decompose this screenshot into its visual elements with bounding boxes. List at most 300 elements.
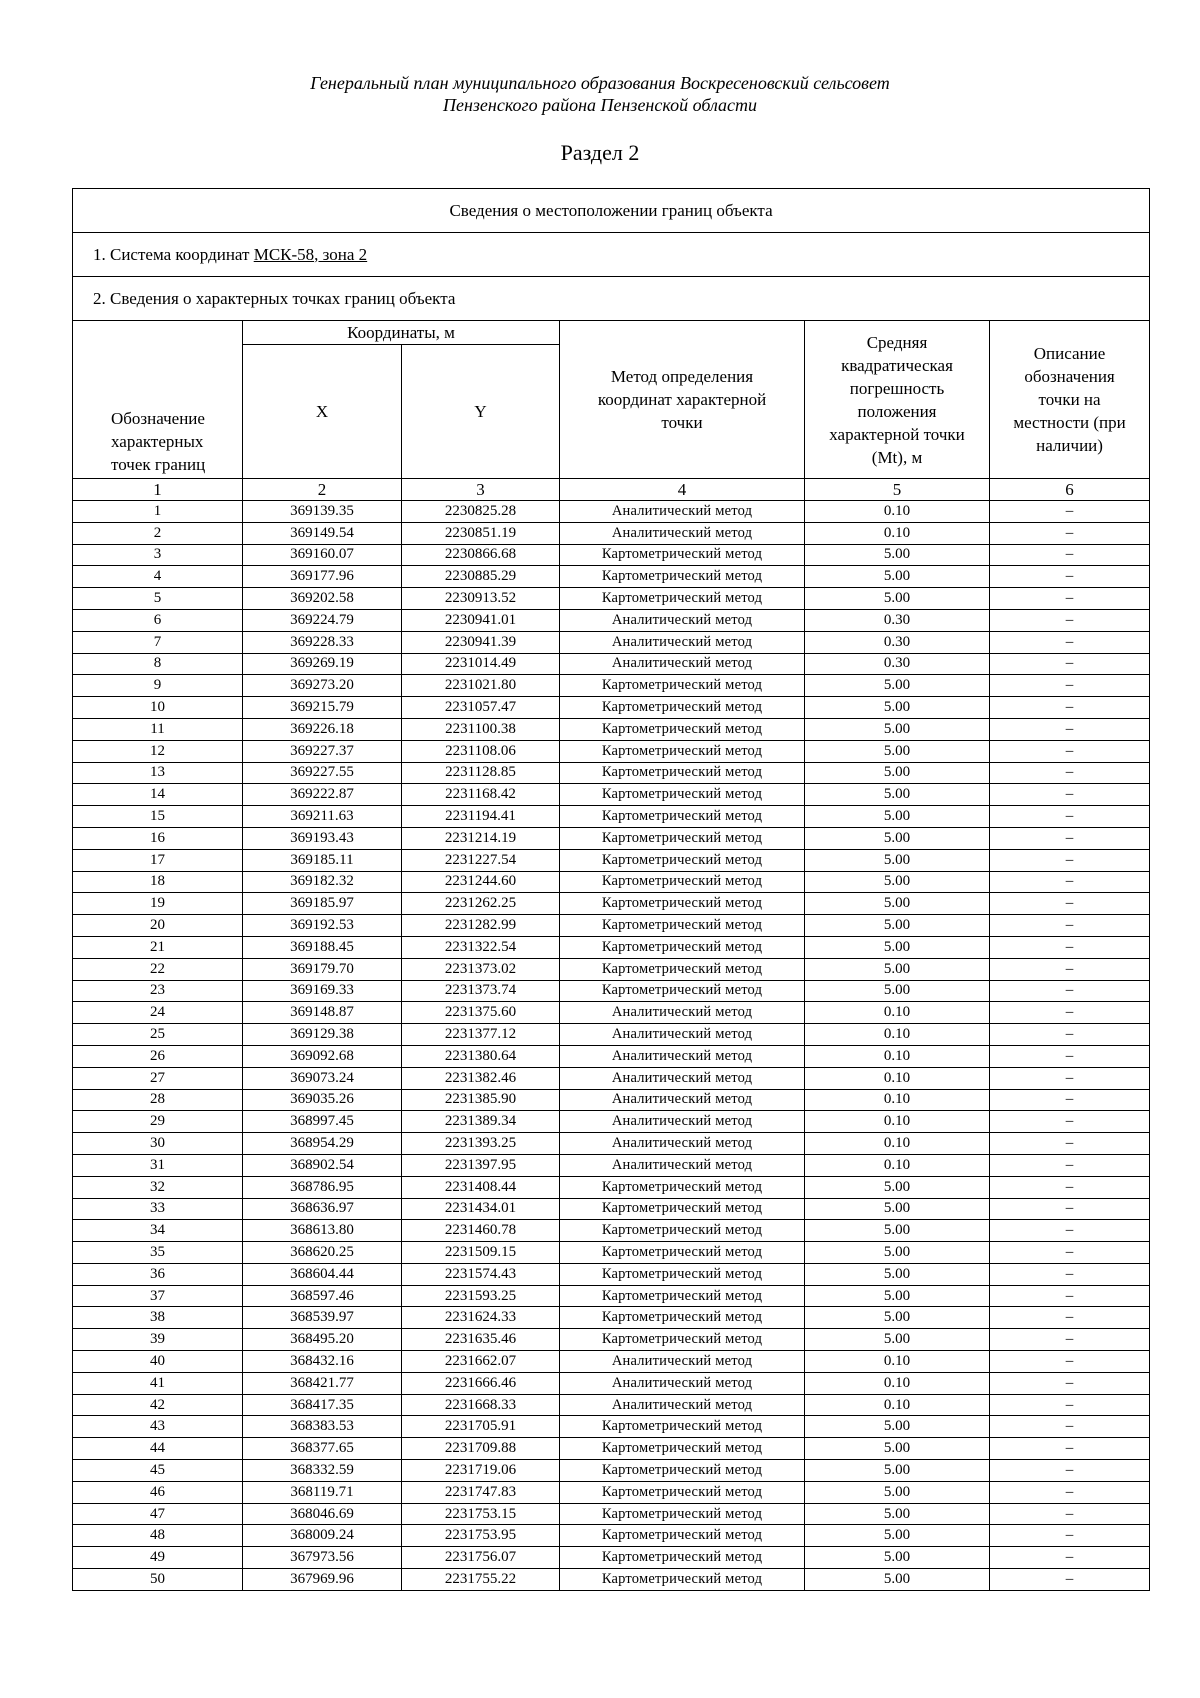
description-cell: –	[990, 566, 1150, 588]
point-number-cell: 29	[73, 1111, 243, 1133]
point-number-cell: 7	[73, 631, 243, 653]
description-cell: –	[990, 806, 1150, 828]
error-mt-cell: 5.00	[805, 893, 990, 915]
boundary-points-table	[72, 188, 1150, 1591]
coord-x-cell: 369222.87	[243, 784, 402, 806]
coord-y-cell: 2231373.02	[402, 958, 560, 980]
error-mt-cell: 0.10	[805, 1067, 990, 1089]
method-cell: Картометрический метод	[560, 1481, 805, 1503]
coord-x-cell: 369092.68	[243, 1045, 402, 1067]
coord-x-cell: 368902.54	[243, 1154, 402, 1176]
table-row	[73, 849, 1150, 871]
error-mt-cell: 5.00	[805, 675, 990, 697]
description-cell: –	[990, 1089, 1150, 1111]
coord-y-cell: 2231244.60	[402, 871, 560, 893]
point-number-cell: 12	[73, 740, 243, 762]
error-mt-cell: 5.00	[805, 1438, 990, 1460]
coord-x-cell: 369179.70	[243, 958, 402, 980]
method-cell: Картометрический метод	[560, 1438, 805, 1460]
coord-y-cell: 2231194.41	[402, 806, 560, 828]
table-row	[73, 522, 1150, 544]
table-row	[73, 1438, 1150, 1460]
coord-y-cell: 2231434.01	[402, 1198, 560, 1220]
header-y: Y	[402, 345, 560, 479]
description-cell: –	[990, 1307, 1150, 1329]
point-number-cell: 5	[73, 588, 243, 610]
point-number-cell: 21	[73, 936, 243, 958]
coord-x-cell: 368119.71	[243, 1481, 402, 1503]
column-number: 4	[560, 479, 805, 501]
method-cell: Аналитический метод	[560, 631, 805, 653]
description-cell: –	[990, 1372, 1150, 1394]
method-cell: Аналитический метод	[560, 522, 805, 544]
point-number-cell: 6	[73, 609, 243, 631]
table-row	[73, 806, 1150, 828]
error-mt-cell: 5.00	[805, 1503, 990, 1525]
method-cell: Картометрический метод	[560, 1198, 805, 1220]
table-row	[73, 1024, 1150, 1046]
method-cell: Картометрический метод	[560, 1569, 805, 1591]
point-number-cell: 47	[73, 1503, 243, 1525]
table-caption: Сведения о местоположении границ объекта	[73, 189, 1150, 233]
error-mt-cell: 5.00	[805, 1525, 990, 1547]
point-number-cell: 1	[73, 501, 243, 523]
table-row	[73, 1067, 1150, 1089]
point-number-cell: 18	[73, 871, 243, 893]
method-cell: Аналитический метод	[560, 1351, 805, 1373]
table-row	[73, 827, 1150, 849]
point-number-cell: 19	[73, 893, 243, 915]
coord-y-cell: 2231128.85	[402, 762, 560, 784]
description-cell: –	[990, 1176, 1150, 1198]
table-row	[73, 1569, 1150, 1591]
coord-y-cell: 2231719.06	[402, 1460, 560, 1482]
coordinate-system-label: 1. Система координат	[93, 244, 254, 264]
method-cell: Картометрический метод	[560, 1460, 805, 1482]
coord-x-cell: 368421.77	[243, 1372, 402, 1394]
method-cell: Аналитический метод	[560, 501, 805, 523]
table-row	[73, 1285, 1150, 1307]
table-row	[73, 871, 1150, 893]
method-cell: Аналитический метод	[560, 609, 805, 631]
method-cell: Картометрический метод	[560, 1547, 805, 1569]
table-row	[73, 675, 1150, 697]
method-cell: Картометрический метод	[560, 1176, 805, 1198]
column-number: 5	[805, 479, 990, 501]
point-number-cell: 9	[73, 675, 243, 697]
coord-y-cell: 2230913.52	[402, 588, 560, 610]
table-row	[73, 1416, 1150, 1438]
point-number-cell: 44	[73, 1438, 243, 1460]
point-number-cell: 48	[73, 1525, 243, 1547]
column-number: 6	[990, 479, 1150, 501]
document-header-line-2: Пензенского района Пензенской области	[442, 95, 758, 115]
coord-x-cell: 368332.59	[243, 1460, 402, 1482]
coord-x-cell: 368377.65	[243, 1438, 402, 1460]
coord-x-cell: 368432.16	[243, 1351, 402, 1373]
error-mt-cell: 0.10	[805, 1372, 990, 1394]
method-cell: Аналитический метод	[560, 1067, 805, 1089]
table-row	[73, 1525, 1150, 1547]
table-row	[73, 1133, 1150, 1155]
description-cell: –	[990, 1285, 1150, 1307]
coord-y-cell: 2231666.46	[402, 1372, 560, 1394]
method-cell: Картометрический метод	[560, 740, 805, 762]
method-cell: Картометрический метод	[560, 827, 805, 849]
table-row	[73, 1176, 1150, 1198]
header-coordinates: Координаты, м	[243, 321, 560, 345]
table-row	[73, 1242, 1150, 1264]
method-cell: Картометрический метод	[560, 1503, 805, 1525]
method-cell: Картометрический метод	[560, 1525, 805, 1547]
point-number-cell: 32	[73, 1176, 243, 1198]
method-cell: Картометрический метод	[560, 915, 805, 937]
method-cell: Картометрический метод	[560, 1220, 805, 1242]
table-row	[73, 1481, 1150, 1503]
coord-x-cell: 369149.54	[243, 522, 402, 544]
description-cell: –	[990, 1133, 1150, 1155]
table-row	[73, 1460, 1150, 1482]
coord-x-cell: 368597.46	[243, 1285, 402, 1307]
description-cell: –	[990, 1045, 1150, 1067]
table-row	[73, 653, 1150, 675]
coord-x-cell: 369185.11	[243, 849, 402, 871]
error-mt-cell: 5.00	[805, 1176, 990, 1198]
error-mt-cell: 5.00	[805, 1285, 990, 1307]
method-cell: Картометрический метод	[560, 1416, 805, 1438]
description-cell: –	[990, 1263, 1150, 1285]
error-mt-cell: 5.00	[805, 849, 990, 871]
error-mt-cell: 5.00	[805, 958, 990, 980]
coord-y-cell: 2231408.44	[402, 1176, 560, 1198]
header-error: Средняя квадратическая погрешность положения характерной точки (Mt), м	[805, 321, 990, 479]
description-cell: –	[990, 762, 1150, 784]
description-cell: –	[990, 784, 1150, 806]
coord-y-cell: 2231393.25	[402, 1133, 560, 1155]
method-cell: Картометрический метод	[560, 697, 805, 719]
coord-y-cell: 2230941.01	[402, 609, 560, 631]
table-row	[73, 1372, 1150, 1394]
error-mt-cell: 5.00	[805, 827, 990, 849]
description-cell: –	[990, 871, 1150, 893]
error-mt-cell: 5.00	[805, 1220, 990, 1242]
table-row	[73, 784, 1150, 806]
table-row	[73, 1002, 1150, 1024]
coord-x-cell: 369169.33	[243, 980, 402, 1002]
coord-y-cell: 2231624.33	[402, 1307, 560, 1329]
description-cell: –	[990, 1154, 1150, 1176]
error-mt-cell: 5.00	[805, 806, 990, 828]
coord-y-cell: 2231662.07	[402, 1351, 560, 1373]
coord-y-cell: 2231460.78	[402, 1220, 560, 1242]
description-cell: –	[990, 588, 1150, 610]
coord-y-cell: 2231385.90	[402, 1089, 560, 1111]
method-cell: Картометрический метод	[560, 675, 805, 697]
description-cell: –	[990, 1220, 1150, 1242]
coord-x-cell: 368620.25	[243, 1242, 402, 1264]
description-cell: –	[990, 1198, 1150, 1220]
coord-y-cell: 2231668.33	[402, 1394, 560, 1416]
coord-x-cell: 369129.38	[243, 1024, 402, 1046]
description-cell: –	[990, 1394, 1150, 1416]
coord-x-cell: 369073.24	[243, 1067, 402, 1089]
error-mt-cell: 5.00	[805, 980, 990, 1002]
method-cell: Картометрический метод	[560, 588, 805, 610]
point-number-cell: 8	[73, 653, 243, 675]
description-cell: –	[990, 1024, 1150, 1046]
table-row	[73, 1547, 1150, 1569]
error-mt-cell: 0.30	[805, 653, 990, 675]
description-cell: –	[990, 1242, 1150, 1264]
coord-y-cell: 2231214.19	[402, 827, 560, 849]
point-number-cell: 13	[73, 762, 243, 784]
point-number-cell: 39	[73, 1329, 243, 1351]
point-number-cell: 40	[73, 1351, 243, 1373]
point-number-cell: 23	[73, 980, 243, 1002]
error-mt-cell: 0.10	[805, 1133, 990, 1155]
error-mt-cell: 5.00	[805, 1198, 990, 1220]
point-number-cell: 38	[73, 1307, 243, 1329]
description-cell: –	[990, 1569, 1150, 1591]
error-mt-cell: 5.00	[805, 936, 990, 958]
method-cell: Картометрический метод	[560, 566, 805, 588]
description-cell: –	[990, 1460, 1150, 1482]
coordinate-system-value: МСК-58, зона 2	[253, 244, 368, 264]
coord-y-cell: 2231322.54	[402, 936, 560, 958]
method-cell: Картометрический метод	[560, 544, 805, 566]
point-number-cell: 2	[73, 522, 243, 544]
table-row	[73, 1329, 1150, 1351]
error-mt-cell: 5.00	[805, 871, 990, 893]
column-number-row	[73, 479, 1150, 501]
coord-y-cell: 2231380.64	[402, 1045, 560, 1067]
point-number-cell: 10	[73, 697, 243, 719]
coord-x-cell: 368604.44	[243, 1263, 402, 1285]
document-header-line-1: Генеральный план муниципального образования Воскресеновский сельсовет	[310, 73, 890, 93]
coord-y-cell: 2231635.46	[402, 1329, 560, 1351]
description-cell: –	[990, 980, 1150, 1002]
coord-x-cell: 368613.80	[243, 1220, 402, 1242]
description-cell: –	[990, 1438, 1150, 1460]
table-row	[73, 936, 1150, 958]
coord-x-cell: 368786.95	[243, 1176, 402, 1198]
coord-y-cell: 2230825.28	[402, 501, 560, 523]
point-number-cell: 30	[73, 1133, 243, 1155]
coord-x-cell: 369227.37	[243, 740, 402, 762]
coord-x-cell: 369224.79	[243, 609, 402, 631]
coord-y-cell: 2231756.07	[402, 1547, 560, 1569]
table-row	[73, 1394, 1150, 1416]
coord-y-cell: 2231377.12	[402, 1024, 560, 1046]
point-number-cell: 28	[73, 1089, 243, 1111]
coord-y-cell: 2230866.68	[402, 544, 560, 566]
coord-y-cell: 2231574.43	[402, 1263, 560, 1285]
error-mt-cell: 5.00	[805, 1547, 990, 1569]
coord-y-cell: 2231593.25	[402, 1285, 560, 1307]
point-number-cell: 3	[73, 544, 243, 566]
error-mt-cell: 5.00	[805, 915, 990, 937]
description-cell: –	[990, 544, 1150, 566]
coord-x-cell: 369269.19	[243, 653, 402, 675]
description-cell: –	[990, 1416, 1150, 1438]
table-row	[73, 1111, 1150, 1133]
point-number-cell: 14	[73, 784, 243, 806]
header-designation: Обозначение характерных точек границ	[73, 321, 243, 479]
coord-y-cell: 2231100.38	[402, 718, 560, 740]
table-row	[73, 588, 1150, 610]
table-row	[73, 566, 1150, 588]
point-number-cell: 46	[73, 1481, 243, 1503]
point-number-cell: 35	[73, 1242, 243, 1264]
point-number-cell: 22	[73, 958, 243, 980]
point-number-cell: 45	[73, 1460, 243, 1482]
coord-x-cell: 369228.33	[243, 631, 402, 653]
coord-y-cell: 2231747.83	[402, 1481, 560, 1503]
description-cell: –	[990, 718, 1150, 740]
description-cell: –	[990, 849, 1150, 871]
method-cell: Аналитический метод	[560, 1002, 805, 1024]
description-cell: –	[990, 1351, 1150, 1373]
coord-x-cell: 369177.96	[243, 566, 402, 588]
coord-x-cell: 367973.56	[243, 1547, 402, 1569]
error-mt-cell: 0.30	[805, 609, 990, 631]
table-row	[73, 501, 1150, 523]
method-cell: Картометрический метод	[560, 980, 805, 1002]
coord-y-cell: 2231382.46	[402, 1067, 560, 1089]
table-row	[73, 915, 1150, 937]
error-mt-cell: 0.10	[805, 1002, 990, 1024]
coord-x-cell: 369035.26	[243, 1089, 402, 1111]
table-row	[73, 1220, 1150, 1242]
coord-y-cell: 2231168.42	[402, 784, 560, 806]
description-cell: –	[990, 697, 1150, 719]
table-row	[73, 958, 1150, 980]
description-cell: –	[990, 1111, 1150, 1133]
method-cell: Картометрический метод	[560, 1285, 805, 1307]
coord-y-cell: 2231057.47	[402, 697, 560, 719]
table-row	[73, 762, 1150, 784]
coord-x-cell: 369215.79	[243, 697, 402, 719]
coord-y-cell: 2231373.74	[402, 980, 560, 1002]
description-cell: –	[990, 653, 1150, 675]
points-caption: 2. Сведения о характерных точках границ объекта	[73, 277, 1150, 321]
method-cell: Картометрический метод	[560, 762, 805, 784]
table-row	[73, 544, 1150, 566]
description-cell: –	[990, 1002, 1150, 1024]
description-cell: –	[990, 1481, 1150, 1503]
error-mt-cell: 5.00	[805, 1460, 990, 1482]
coordinate-system-row	[73, 233, 1150, 277]
method-cell: Картометрический метод	[560, 1242, 805, 1264]
coord-x-cell: 368046.69	[243, 1503, 402, 1525]
table-row	[73, 740, 1150, 762]
description-cell: –	[990, 675, 1150, 697]
description-cell: –	[990, 1503, 1150, 1525]
coord-y-cell: 2231375.60	[402, 1002, 560, 1024]
method-cell: Аналитический метод	[560, 1045, 805, 1067]
coord-x-cell: 368954.29	[243, 1133, 402, 1155]
error-mt-cell: 0.10	[805, 1024, 990, 1046]
method-cell: Аналитический метод	[560, 1089, 805, 1111]
description-cell: –	[990, 1067, 1150, 1089]
method-cell: Аналитический метод	[560, 1024, 805, 1046]
method-cell: Картометрический метод	[560, 806, 805, 828]
error-mt-cell: 5.00	[805, 588, 990, 610]
error-mt-cell: 0.10	[805, 1045, 990, 1067]
method-cell: Картометрический метод	[560, 1329, 805, 1351]
method-cell: Картометрический метод	[560, 784, 805, 806]
method-cell: Картометрический метод	[560, 936, 805, 958]
column-number: 1	[73, 479, 243, 501]
error-mt-cell: 0.10	[805, 1154, 990, 1176]
method-cell: Аналитический метод	[560, 1372, 805, 1394]
description-cell: –	[990, 1329, 1150, 1351]
table-row	[73, 697, 1150, 719]
coord-x-cell: 368009.24	[243, 1525, 402, 1547]
method-cell: Картометрический метод	[560, 958, 805, 980]
description-cell: –	[990, 740, 1150, 762]
point-number-cell: 41	[73, 1372, 243, 1394]
point-number-cell: 36	[73, 1263, 243, 1285]
point-number-cell: 33	[73, 1198, 243, 1220]
description-cell: –	[990, 609, 1150, 631]
point-number-cell: 16	[73, 827, 243, 849]
column-number: 3	[402, 479, 560, 501]
coord-y-cell: 2231262.25	[402, 893, 560, 915]
method-cell: Аналитический метод	[560, 1394, 805, 1416]
point-number-cell: 50	[73, 1569, 243, 1591]
coord-x-cell: 369211.63	[243, 806, 402, 828]
coord-x-cell: 368417.35	[243, 1394, 402, 1416]
coord-x-cell: 369188.45	[243, 936, 402, 958]
error-mt-cell: 5.00	[805, 1569, 990, 1591]
error-mt-cell: 5.00	[805, 566, 990, 588]
point-number-cell: 43	[73, 1416, 243, 1438]
coord-y-cell: 2231021.80	[402, 675, 560, 697]
coord-x-cell: 369192.53	[243, 915, 402, 937]
error-mt-cell: 5.00	[805, 784, 990, 806]
coord-y-cell: 2231753.95	[402, 1525, 560, 1547]
coord-x-cell: 369185.97	[243, 893, 402, 915]
description-cell: –	[990, 936, 1150, 958]
method-cell: Картометрический метод	[560, 893, 805, 915]
error-mt-cell: 5.00	[805, 1481, 990, 1503]
error-mt-cell: 5.00	[805, 1329, 990, 1351]
point-number-cell: 34	[73, 1220, 243, 1242]
point-number-cell: 20	[73, 915, 243, 937]
coord-y-cell: 2231709.88	[402, 1438, 560, 1460]
table-row	[73, 1351, 1150, 1373]
coord-x-cell: 369273.20	[243, 675, 402, 697]
coord-y-cell: 2230885.29	[402, 566, 560, 588]
table-row	[73, 1154, 1150, 1176]
coord-y-cell: 2230851.19	[402, 522, 560, 544]
coord-y-cell: 2231753.15	[402, 1503, 560, 1525]
point-number-cell: 27	[73, 1067, 243, 1089]
coord-x-cell: 368495.20	[243, 1329, 402, 1351]
table-row	[73, 1307, 1150, 1329]
coord-x-cell: 369139.35	[243, 501, 402, 523]
error-mt-cell: 5.00	[805, 1242, 990, 1264]
description-cell: –	[990, 893, 1150, 915]
coord-x-cell: 369160.07	[243, 544, 402, 566]
description-cell: –	[990, 1547, 1150, 1569]
method-cell: Аналитический метод	[560, 1154, 805, 1176]
table-row	[73, 980, 1150, 1002]
table-body	[73, 501, 1150, 1591]
method-cell: Картометрический метод	[560, 849, 805, 871]
point-number-cell: 24	[73, 1002, 243, 1024]
